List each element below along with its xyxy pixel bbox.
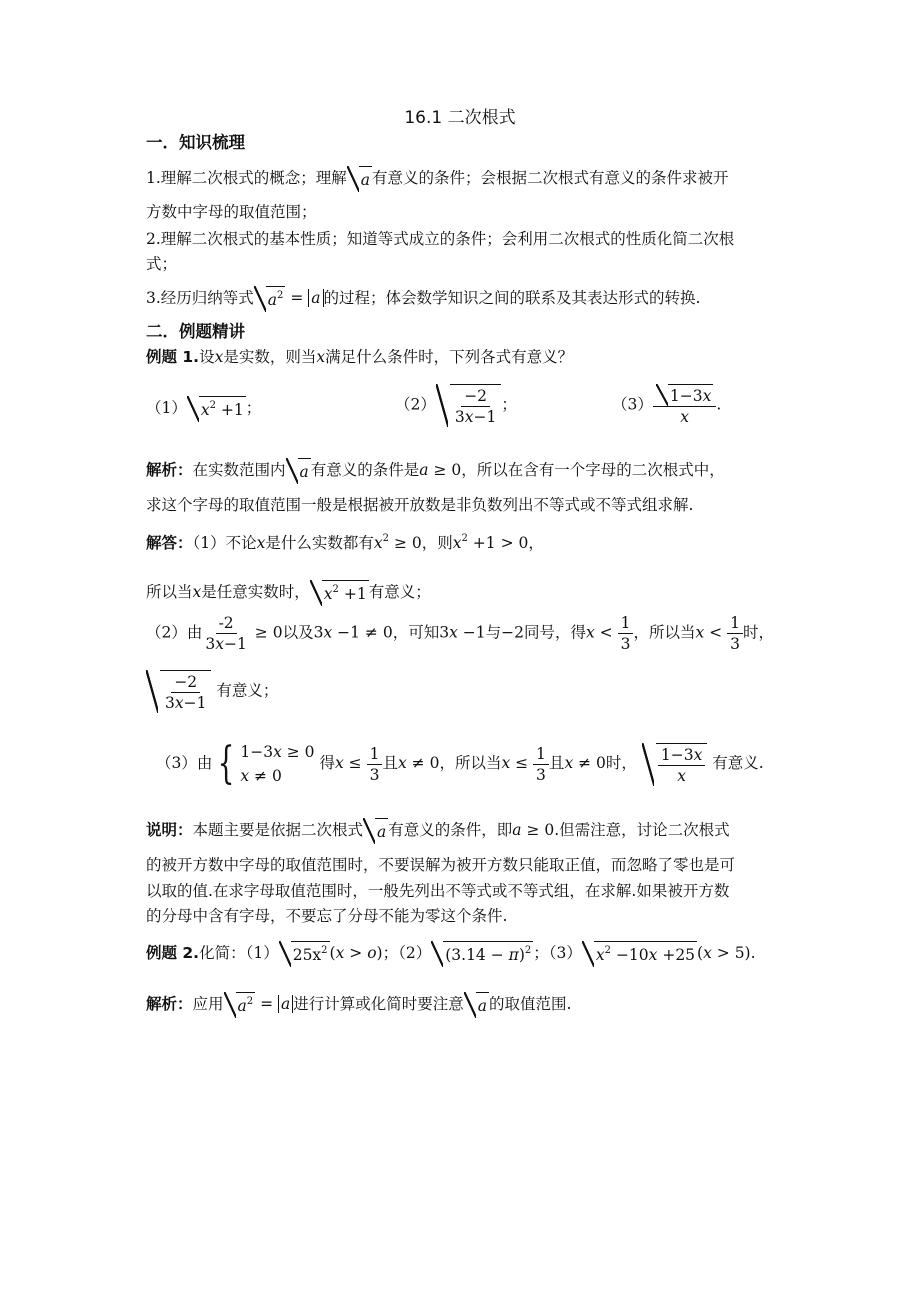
item-1-line-2: 方数中字母的取值范围； xyxy=(146,203,317,221)
solution-line-4: $\frac{-2}{3x-1}$ 有意义； xyxy=(146,670,278,713)
section-heading-2: 二．例题精讲 xyxy=(146,322,245,341)
example-1-question: 例题 1.设x是实数，则当x满足什么条件时，下列各式有意义？ xyxy=(146,348,574,366)
item-3-line: 3.经历归纳等式 $a^2 = a$ 的过程；体会数学知识之间的联系及其表达形式的转换. xyxy=(146,286,700,312)
note-line-3: 以取的值.在求字母取值范围时，一般先列出不等式或不等式组，在求解.如果被开方数 xyxy=(146,882,730,900)
example-1-item-2: （2） $\frac{-2}{3x-1}$ ； xyxy=(395,384,517,427)
example-2-analysis: 解析：应用 $a^2 = a$ 进行计算或化简时要注意 a 的取值范围. xyxy=(146,992,571,1018)
analysis-line-2: 求这个字母的取值范围一般是根据被开放数是非负数列出不等式或不等式组求解. xyxy=(146,496,694,514)
example-2-question: 例题 2.化简：（1） $25x^2$ (x > o)；（2） $(3.14 - \pi)^2$ ；（3） $x^2 -10x +25$ (x > 5). xyxy=(146,941,756,967)
solution-line-2: 所以当x是任意实数时， $x^2 +1$ 有意义； xyxy=(146,580,431,606)
note-line-1: 说明：本题主要是依据二次根式 a 有意义的条件，即a ≥ 0.但需注意，讨论二次根式 xyxy=(146,818,730,844)
example-1-item-3: （3） $\frac{1-3x}{x}$ . xyxy=(612,384,721,427)
solution-line-3: （2）由 $\frac{-2}{3x-1}$ ≥ 0以及3x −1 ≠ 0，可知3x −1与−2同号，得x < $\frac{1}{3}$ ，所以当x < $\frac{1}{3}$ 时， xyxy=(146,614,774,653)
analysis-line-1: 解析：在实数范围内 a 有意义的条件是a ≥ 0，所以在含有一个字母的二次根式中， xyxy=(146,458,725,484)
solution-line-1: 解答：（1）不论x是什么实数都有$x^2 \ge 0$，则$x^2 +1 > 0$， xyxy=(146,533,544,552)
section-heading-1: 一．知识梳理 xyxy=(146,133,245,152)
note-line-2: 的被开方数中字母的取值范围时，不要误解为被开方数只能取正值，而忽略了零也是可 xyxy=(146,856,736,874)
item-2-line-2: 式； xyxy=(146,255,178,273)
page-title: 16.1 二次根式 xyxy=(404,108,516,128)
item-1-line-1: 1.理解二次根式的概念；理解 a 有意义的条件；会根据二次根式有意义的条件求被开 xyxy=(146,166,729,192)
note-line-4: 的分母中含有字母，不要忘了分母不能为零这个条件. xyxy=(146,907,508,925)
solution-line-5: （3）由 { 1−3x ≥ 0 x ≠ 0 得x ≤ $\frac{1}{3}$ 且x ≠ 0，所以当x ≤ $\frac{1}{3}$ 且x ≠ 0时， $\frac{1-3x}{x}$ 有意义. xyxy=(156,738,764,789)
example-1-item-1: （1） $x^2 +1$ ； xyxy=(146,396,261,422)
item-2-line-1: 2.理解二次根式的基本性质；知道等式成立的条件；会利用二次根式的性质化简二次根 xyxy=(146,230,735,248)
